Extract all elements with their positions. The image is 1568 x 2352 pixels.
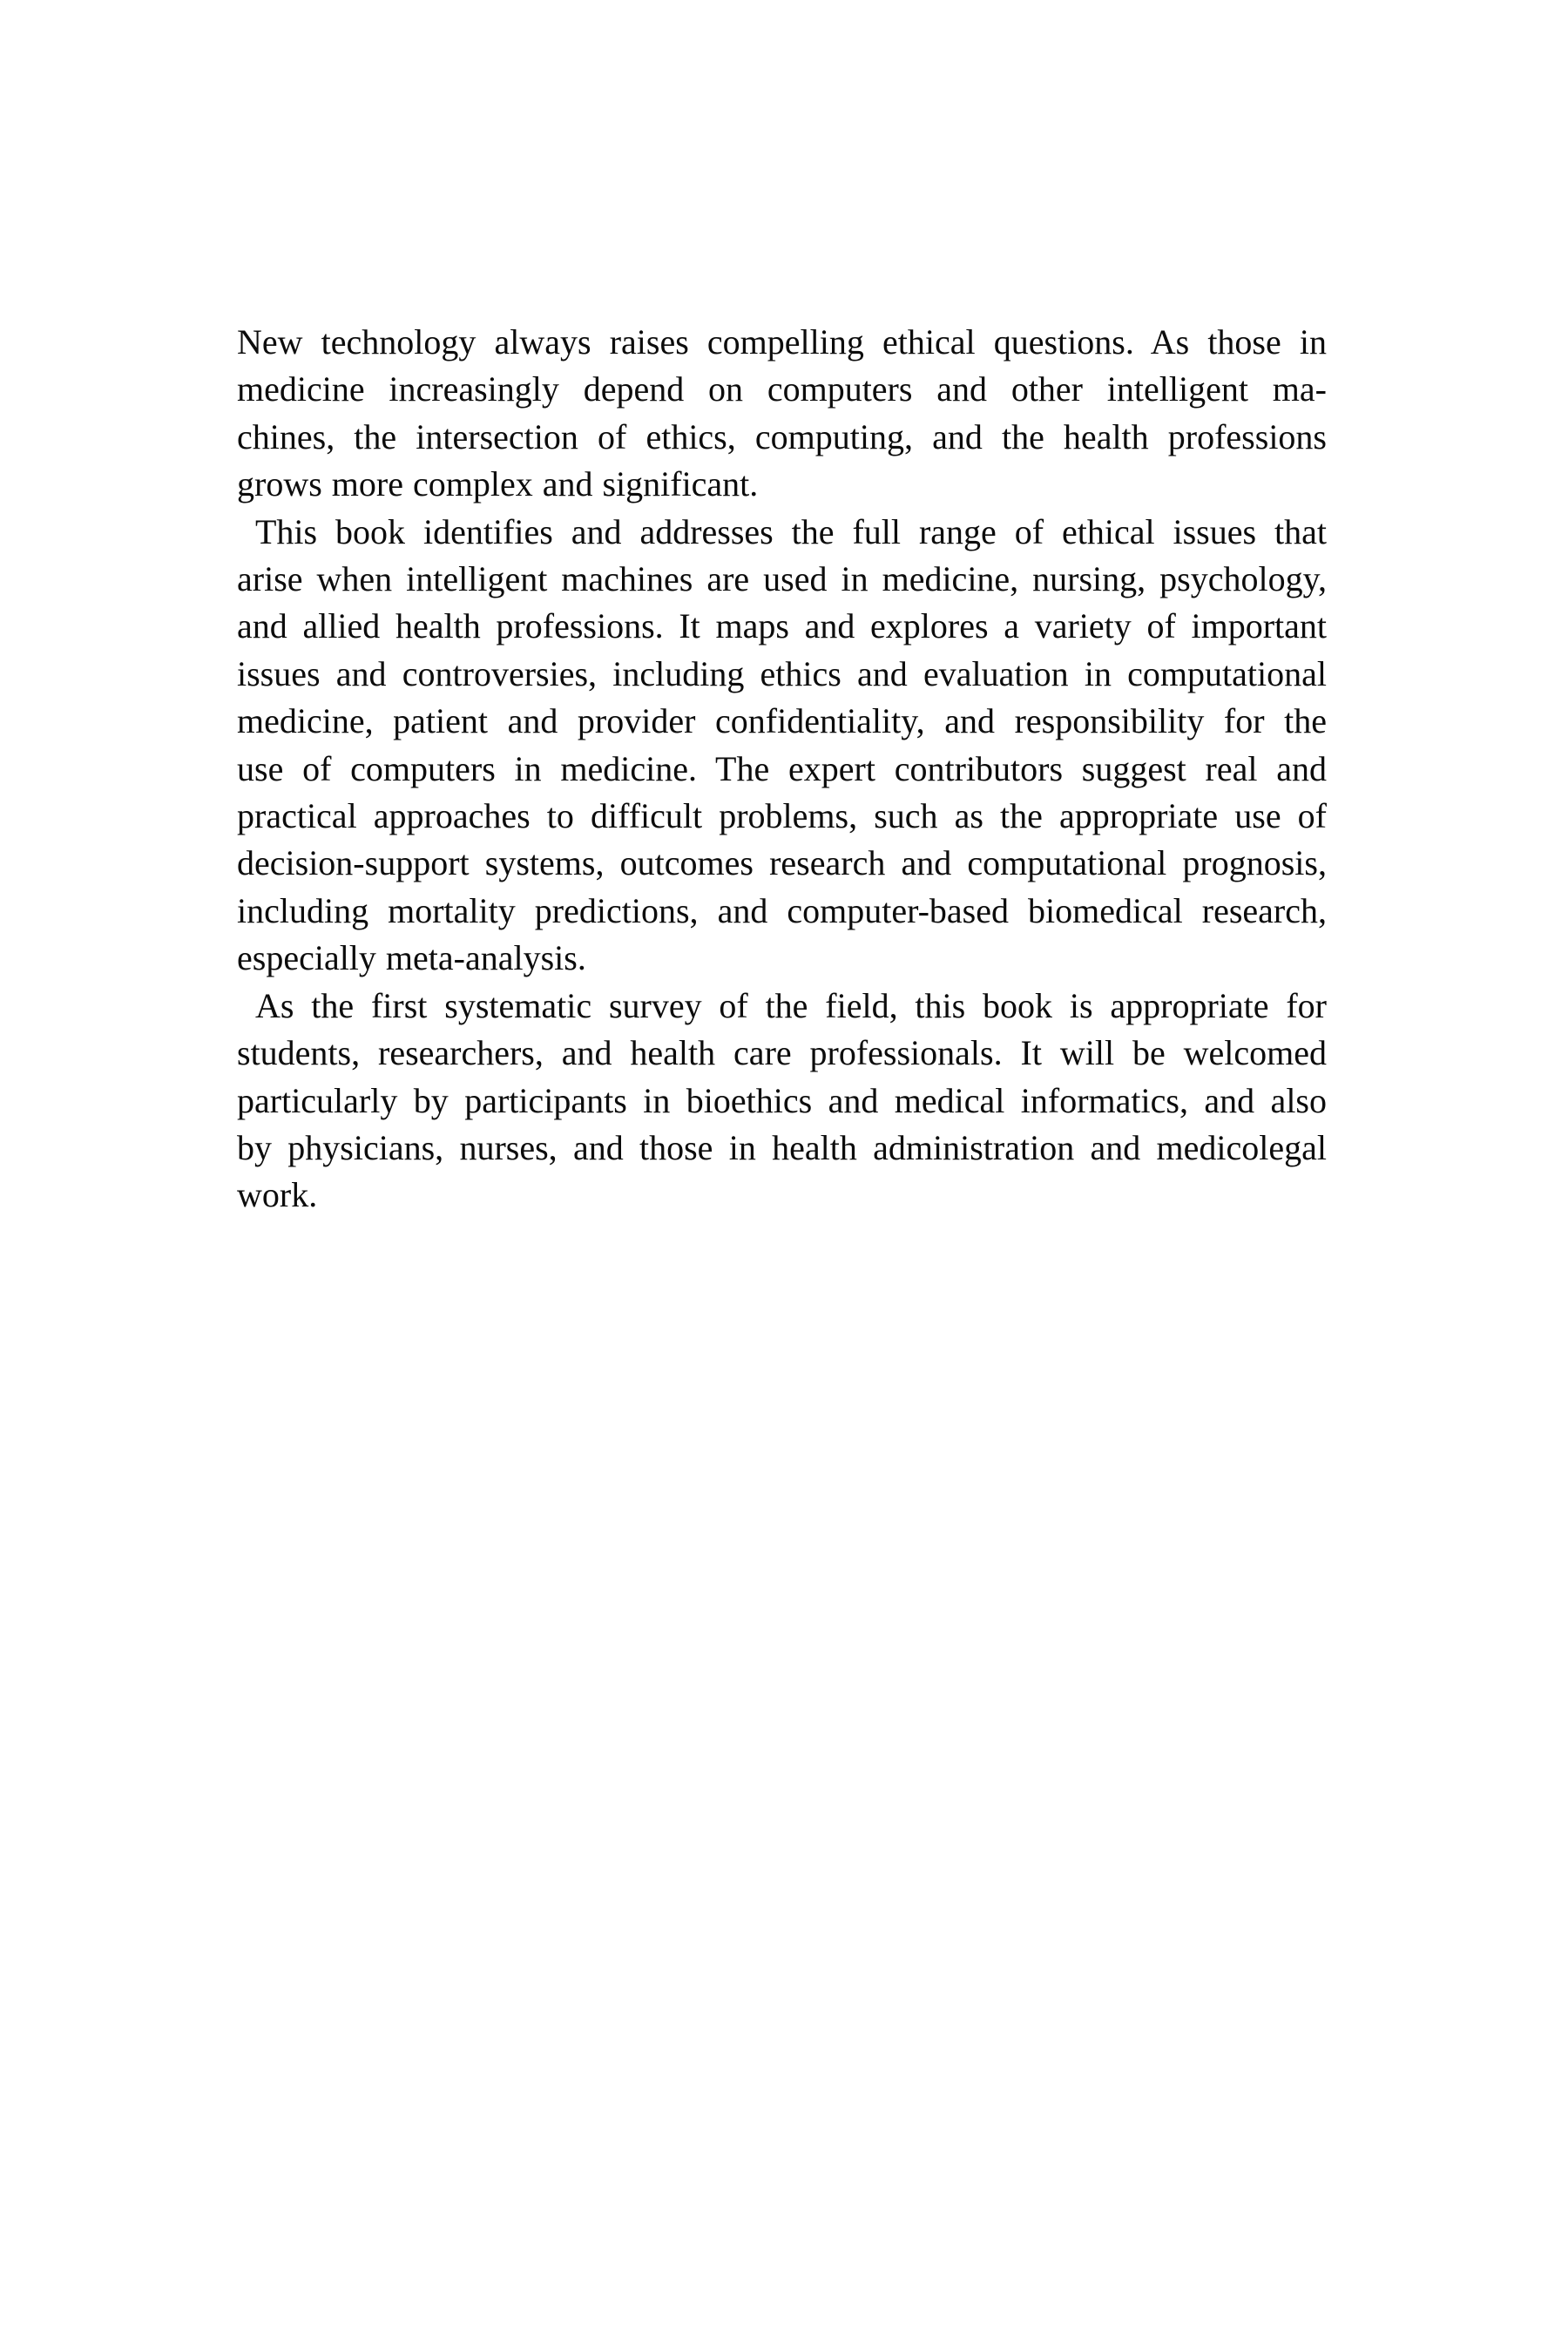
text-line: medicine increasingly depend on computers and other intelligent ma- bbox=[237, 369, 1327, 409]
text-line: arise when intelligent machines are used in medicine, nursing, psychology, bbox=[237, 559, 1327, 599]
text-line: work. bbox=[237, 1175, 318, 1215]
text-line: students, researchers, and health care professionals. It will be welcomed bbox=[237, 1033, 1327, 1073]
text-line: particularly by participants in bioethics and medical informatics, and also bbox=[237, 1080, 1327, 1120]
text-line: use of computers in medicine. The expert contributors suggest real and bbox=[237, 748, 1327, 788]
text-line: issues and controversies, including ethics and evaluation in computational bbox=[237, 653, 1327, 693]
text-line: medicine, patient and provider confidentiality, and responsibility for the bbox=[237, 701, 1327, 741]
text-line: New technology always raises compelling ethical questions. As those in bbox=[237, 322, 1327, 362]
text-line: As the first systematic survey of the field, this book is appropriate for bbox=[255, 985, 1327, 1025]
text-line: decision-support systems, outcomes research and computational prognosis, bbox=[237, 843, 1327, 883]
text-line: grows more complex and significant. bbox=[237, 464, 759, 504]
text-line: chines, the intersection of ethics, computing, and the health professions bbox=[237, 416, 1327, 456]
text-line: practical approaches to difficult problems, such as the appropriate use of bbox=[237, 796, 1327, 836]
text-line: and allied health professions. It maps and explores a variety of important bbox=[237, 606, 1327, 646]
text-line: including mortality predictions, and computer-based biomedical research, bbox=[237, 890, 1327, 930]
text-line: by physicians, nurses, and those in health administration and medicolegal bbox=[237, 1127, 1327, 1167]
book-page-text bbox=[237, 319, 1327, 1220]
text-line: especially meta-analysis. bbox=[237, 938, 586, 978]
text-line: This book identifies and addresses the full range of ethical issues that bbox=[255, 511, 1327, 551]
